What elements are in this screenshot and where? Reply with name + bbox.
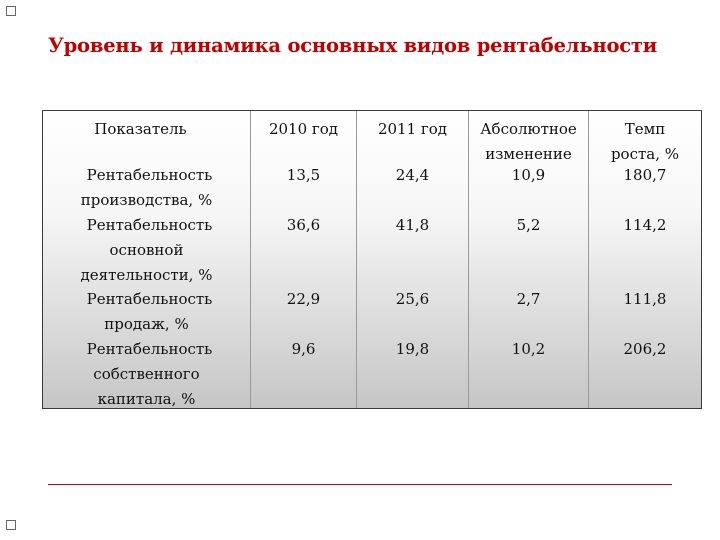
row-3-indicator bbox=[43, 287, 250, 337]
row-4-indicator-line-1: Рентабельность bbox=[86, 340, 213, 358]
row-2-abs-change: 5,2 bbox=[516, 216, 541, 234]
column-absolute-change bbox=[469, 111, 589, 408]
row-3-2011: 25,6 bbox=[395, 290, 430, 308]
row-4-indicator-line-2: собственного bbox=[93, 365, 200, 383]
row-2-indicator-line-1: Рентабельность bbox=[86, 216, 213, 234]
row-4-2011: 19,8 bbox=[395, 340, 430, 358]
row-4-abs-change: 10,2 bbox=[511, 340, 546, 358]
header-2011: 2011 год bbox=[377, 120, 448, 138]
header-absolute-change-line-1: Абсолютное bbox=[480, 120, 577, 138]
header-growth-rate-line-2: роста, % bbox=[610, 145, 680, 163]
bottom-rule bbox=[48, 484, 672, 485]
profitability-table bbox=[42, 110, 702, 409]
header-growth-rate bbox=[589, 117, 701, 167]
row-1-2011: 24,4 bbox=[395, 166, 430, 184]
row-2-2010: 36,6 bbox=[286, 216, 321, 234]
row-3-abs-change: 2,7 bbox=[516, 290, 541, 308]
column-2011 bbox=[357, 111, 469, 408]
column-indicator bbox=[43, 111, 251, 408]
row-1-indicator bbox=[43, 163, 250, 213]
header-absolute-change-line-2: изменение bbox=[485, 145, 572, 163]
row-2-2011: 41,8 bbox=[395, 216, 430, 234]
row-1-indicator-line-2: производства, % bbox=[80, 191, 213, 209]
row-2-indicator-line-3: деятельности, % bbox=[80, 266, 213, 284]
corner-square-icon-bottom bbox=[6, 520, 16, 530]
row-2-indicator bbox=[43, 213, 250, 288]
corner-square-icon bbox=[6, 6, 16, 16]
row-4-growth-rate: 206,2 bbox=[623, 340, 667, 358]
header-indicator bbox=[43, 117, 250, 142]
row-3-growth-rate: 111,8 bbox=[623, 290, 667, 308]
column-growth-rate bbox=[589, 111, 701, 408]
header-2010: 2010 год bbox=[268, 120, 339, 138]
slide-title: Уровень и динамика основных видов рентабельности bbox=[48, 34, 658, 57]
column-2010 bbox=[251, 111, 357, 408]
row-3-indicator-line-2: продаж, % bbox=[104, 315, 189, 333]
row-4-indicator-line-3: капитала, % bbox=[97, 390, 196, 408]
row-1-2010: 13,5 bbox=[286, 166, 321, 184]
row-1-abs-change: 10,9 bbox=[511, 166, 546, 184]
header-absolute-change bbox=[469, 117, 588, 167]
row-2-indicator-line-2: основной bbox=[109, 241, 184, 259]
header-indicator-text: Показатель bbox=[94, 120, 187, 138]
row-4-2010: 9,6 bbox=[291, 340, 316, 358]
row-4-indicator bbox=[43, 337, 250, 412]
row-1-indicator-line-1: Рентабельность bbox=[86, 166, 213, 184]
row-3-indicator-line-1: Рентабельность bbox=[86, 290, 213, 308]
row-1-growth-rate: 180,7 bbox=[623, 166, 667, 184]
header-growth-rate-line-1: Темп bbox=[624, 120, 666, 138]
row-3-2010: 22,9 bbox=[286, 290, 321, 308]
row-2-growth-rate: 114,2 bbox=[623, 216, 667, 234]
